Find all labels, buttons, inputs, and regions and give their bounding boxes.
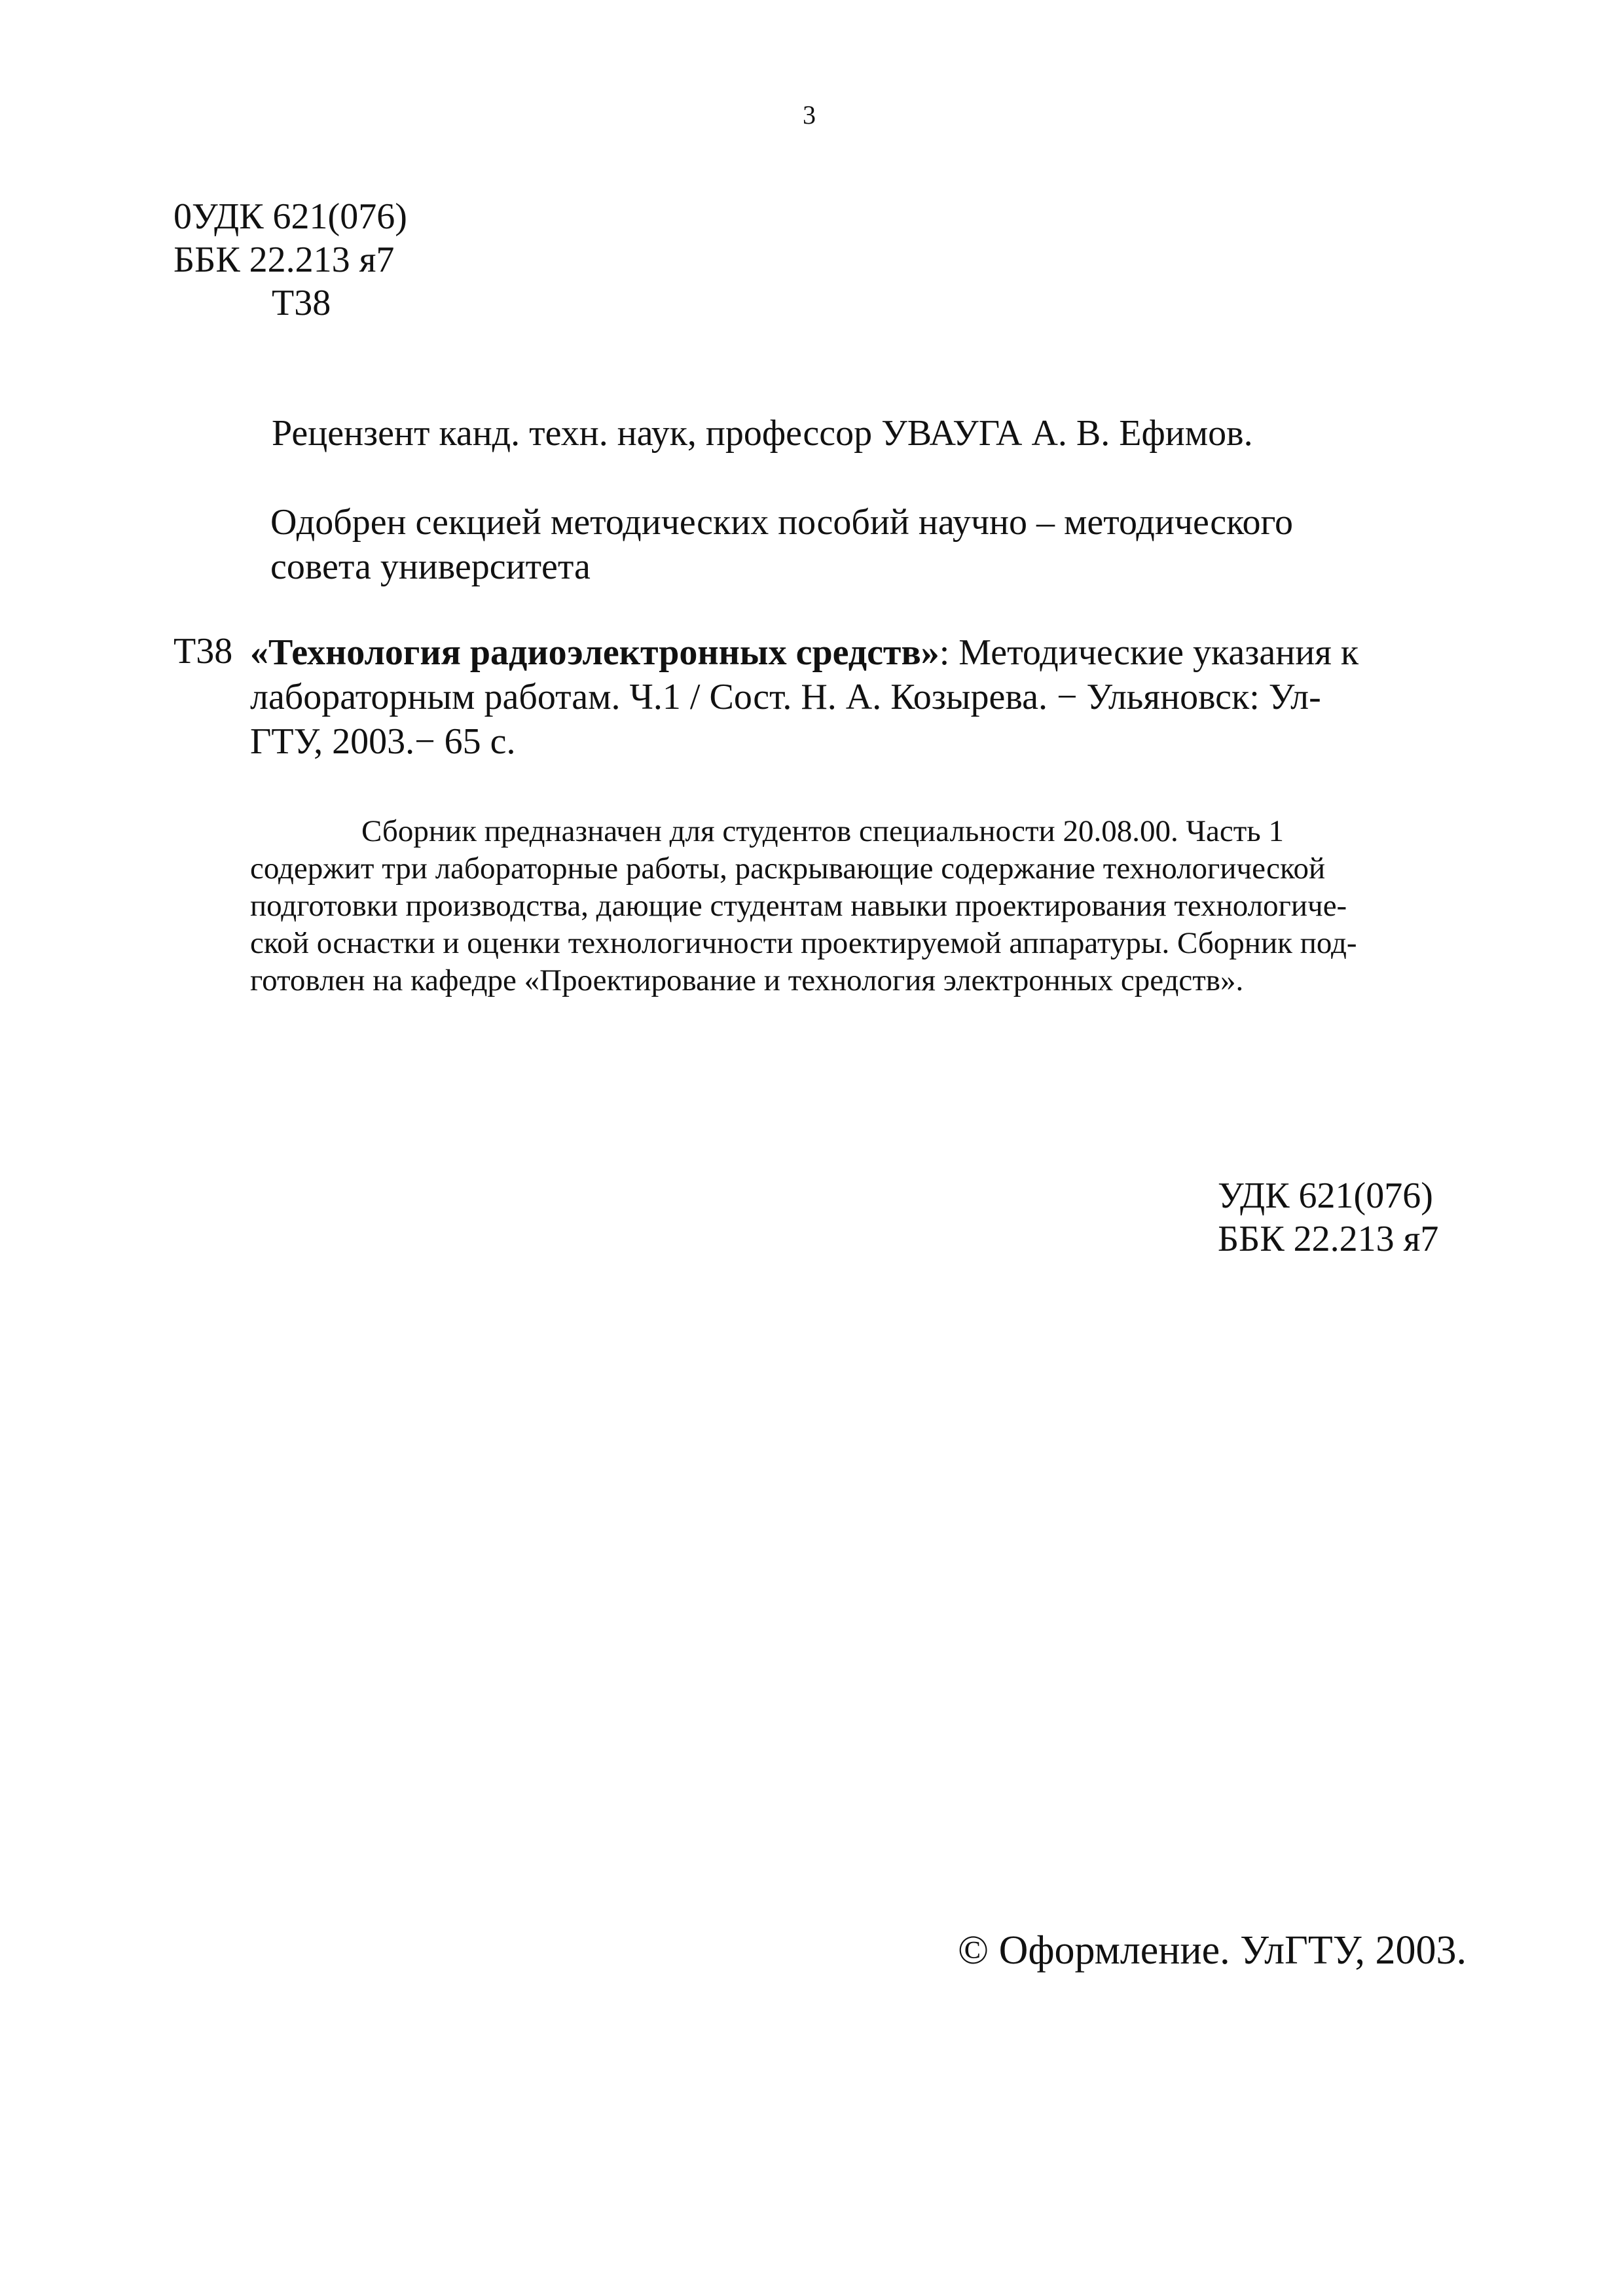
copyright-notice: © Оформление. УлГТУ, 2003. [958, 1928, 1467, 1973]
bbk-code: ББК 22.213 я7 [173, 240, 395, 280]
classification-top [173, 195, 407, 325]
citation-line-1 [250, 630, 1359, 675]
classification-bottom [1218, 1174, 1438, 1261]
udk-code: 0УДК 621(076) [173, 196, 407, 237]
page-number: 3 [803, 100, 816, 130]
citation-line-3: ГТУ, 2003.− 65 с. [250, 721, 516, 762]
approval-note [270, 500, 1293, 589]
abstract-line-3: подготовки производства, дающие студентам навыки проектирования технологиче- [250, 889, 1347, 923]
abstract-line-2: содержит три лабораторные работы, раскрывающие содержание технологической [250, 852, 1326, 886]
abstract-line-5: готовлен на кафедре «Проектирование и технология электронных средств». [250, 963, 1244, 997]
author-mark: Т38 [272, 283, 331, 323]
reviewer-line: Рецензент канд. техн. наук, профессор УВАУГА А. В. Ефимов. [272, 413, 1253, 454]
bbk-code-bottom: ББК 22.213 я7 [1218, 1219, 1439, 1259]
approval-line-1: Одобрен секцией методических пособий научно – методического [270, 502, 1294, 543]
abstract-line-1: Сборник предназначен для студентов специальности 20.08.00. Часть 1 [361, 814, 1284, 848]
citation-line-1-rest: : Методические указания к [939, 632, 1359, 673]
book-title: «Технология радиоэлектронных средств» [250, 632, 939, 673]
abstract-line-4: ской оснастки и оценки технологичности проектируемой аппаратуры. Сборник под- [250, 926, 1357, 960]
approval-line-2: совета университета [270, 547, 591, 587]
udk-code-bottom: УДК 621(076) [1218, 1175, 1433, 1216]
citation-line-2: лабораторным работам. Ч.1 / Сост. Н. А. Козырева. − Ульяновск: Ул- [250, 677, 1321, 717]
bibliographic-citation [250, 630, 1359, 764]
citation-code: Т38 [173, 631, 233, 672]
abstract [250, 813, 1357, 999]
